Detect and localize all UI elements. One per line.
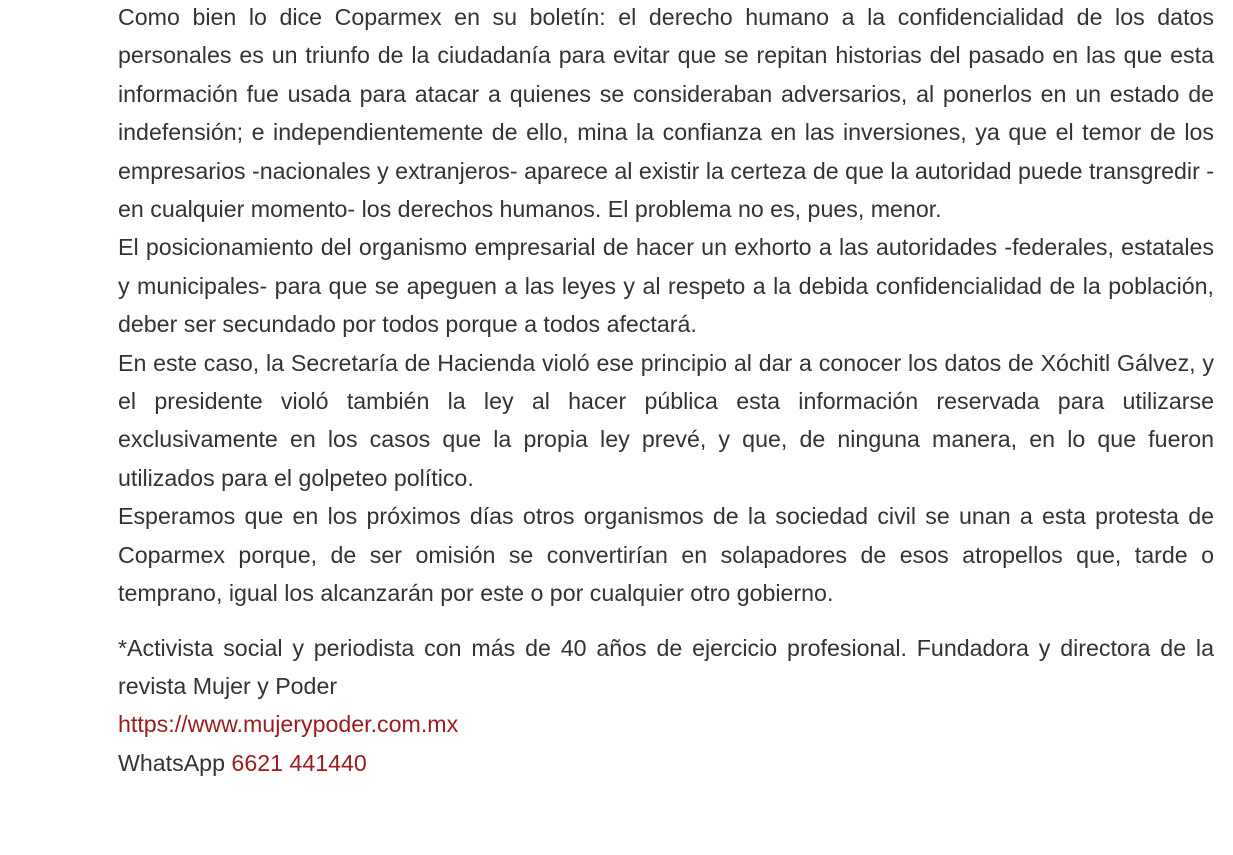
website-link[interactable]: https://www.mujerypoder.com.mx <box>118 711 459 738</box>
author-bio: *Activista social y periodista con más de 40 años de ejercicio profesional. Fundadora y directora de la revista Mujer y Poder <box>118 634 1214 699</box>
article-paragraph: Como bien lo dice Coparmex en su boletín: el derecho humano a la confidencialidad de los datos personales es un triunfo de la ciudadanía para evitar que se repitan historias del pasado en las que esta información fue usada para atacar a quienes se consideraban adversarios, al ponerlos en un estado de indefensión; e independientemente de ello, mina la confianza en las inversiones, ya que el temor de los empresarios -nacionales y extranjeros- aparece al existir la certeza de que la autoridad puede transgredir -en cualquier momento- los derechos humanos. El problema no es, pues, menor. <box>118 4 1214 223</box>
article-paragraph: Esperamos que en los próximos días otros organismos de la sociedad civil se unan a esta protesta de Coparmex porque, de ser omisión se convertirían en solapadores de esos atropellos que, tarde o temprano, igual los alcanzarán por este o por cualquier otro gobierno. <box>118 503 1214 607</box>
whatsapp-line <box>118 744 1214 782</box>
website-line <box>118 705 1214 743</box>
whatsapp-number-link[interactable]: 6621 441440 <box>231 749 367 776</box>
whatsapp-label: WhatsApp <box>118 749 232 776</box>
article-paragraph: El posicionamiento del organismo empresarial de hacer un exhorto a las autoridades -federales, estatales y municipales- para que se apeguen a las leyes y al respeto a la debida confidencialidad de la población, deber ser secundado por todos porque a todos afectará. <box>118 234 1214 338</box>
article-body <box>118 0 1214 782</box>
article-paragraph: En este caso, la Secretaría de Hacienda violó ese principio al dar a conocer los datos de Xóchitl Gálvez, y el presidente violó también la ley al hacer pública esta información reservada para utilizarse exclusivamente en los casos que la propia ley prevé, y que, de ninguna manera, en lo que fueron utilizados para el golpeteo político. <box>118 349 1214 491</box>
